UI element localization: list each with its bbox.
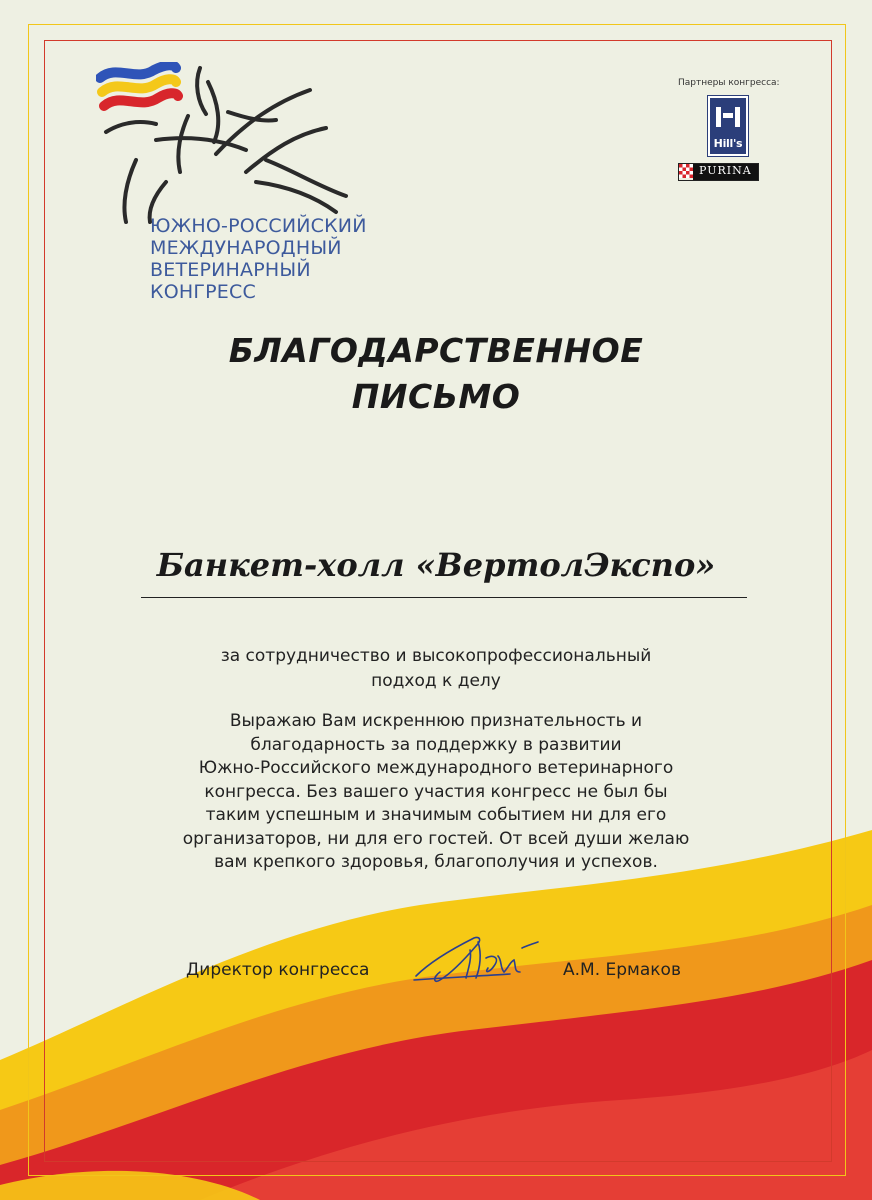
body-line: Южно-Российского международного ветеринарного <box>198 758 674 778</box>
congress-logo-icon <box>96 62 366 232</box>
org-name-line: КОНГРЕСС <box>150 281 256 303</box>
letter-title <box>0 328 872 420</box>
handwritten-signature <box>410 928 560 990</box>
purina-checkerboard-icon <box>679 164 693 178</box>
hills-logo <box>708 96 748 156</box>
org-name-line: ВЕТЕРИНАРНЫЙ <box>150 259 311 281</box>
org-name-line: ЮЖНО-РОССИЙСКИЙ <box>150 215 367 237</box>
body-line: вам крепкого здоровья, благополучия и успехов. <box>214 852 658 872</box>
title-line: БЛАГОДАРСТВЕННОЕ <box>228 331 644 370</box>
reason-text <box>0 644 872 694</box>
partners-label: Партнеры конгресса: <box>678 78 780 88</box>
purina-logo <box>678 163 759 181</box>
purina-wordmark: PURINA <box>693 164 758 180</box>
body-line: организаторов, ни для его гостей. От всей души желаю <box>182 828 690 849</box>
recipient-underline <box>141 597 747 598</box>
title-line: ПИСЬМО <box>351 377 521 416</box>
hills-wordmark: Hill's <box>713 137 743 150</box>
letter-body <box>0 710 872 875</box>
signature-position-label: Директор конгресса <box>186 960 370 980</box>
organization-name <box>150 215 367 303</box>
reason-line: за сотрудничество и высокопрофессиональный <box>220 646 652 666</box>
body-line: таким успешным и значимым событием ни для его <box>205 805 667 825</box>
reason-line: подход к делу <box>371 671 501 691</box>
hills-bars-icon <box>715 105 741 129</box>
signer-name: А.М. Ермаков <box>563 960 681 980</box>
body-line: конгресса. Без вашего участия конгресс не был бы <box>204 781 668 802</box>
org-name-line: МЕЖДУНАРОДНЫЙ <box>150 237 342 259</box>
body-line: благодарность за поддержку в развитии <box>250 734 622 755</box>
recipient-name: Банкет-холл «ВертолЭкспо» <box>156 546 716 584</box>
body-line: Выражаю Вам искреннюю признательность и <box>229 711 643 731</box>
